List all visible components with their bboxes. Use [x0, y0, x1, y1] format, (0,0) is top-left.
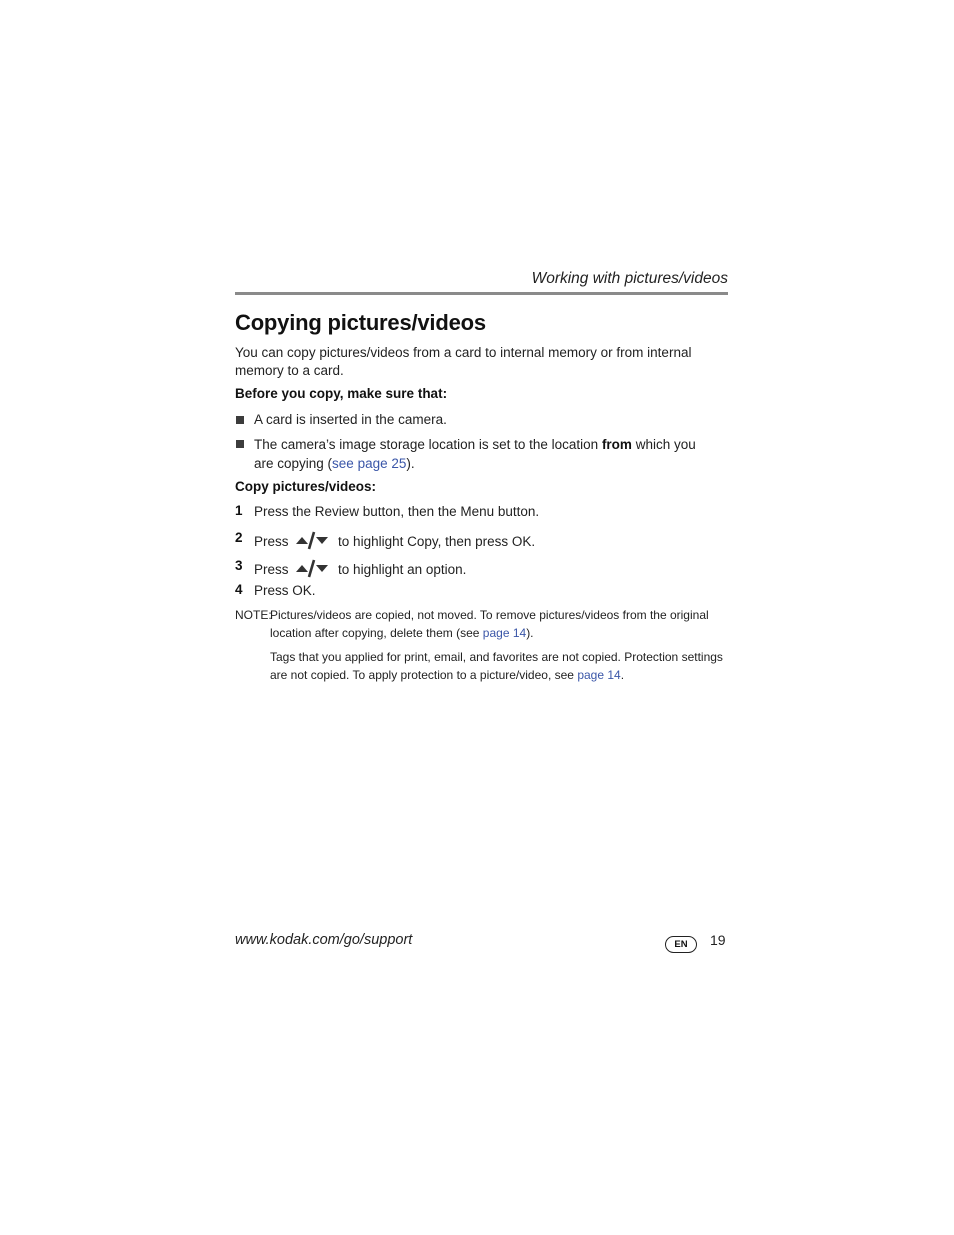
note-paragraph — [270, 606, 732, 642]
bullet-item — [254, 435, 716, 473]
page-14-link[interactable]: page 14 — [577, 668, 621, 682]
square-bullet-icon — [236, 416, 244, 424]
step-text-pre: Press — [254, 534, 289, 549]
step-text-pre: Press — [254, 562, 289, 577]
step-text — [254, 558, 466, 579]
step-number: 3 — [235, 558, 243, 573]
up-down-arrow-icon — [295, 558, 331, 578]
copy-heading: Copy pictures/videos: — [235, 479, 377, 494]
step-number: 4 — [235, 582, 243, 597]
step-text: Press the Review button, then the Menu button. — [254, 504, 540, 519]
note-label: NOTE: — [235, 608, 272, 622]
square-bullet-icon — [236, 440, 244, 448]
page-title: Copying pictures/videos — [235, 310, 486, 335]
bullet-text: The camera’s image storage location is set to the location — [254, 437, 602, 452]
note-text: . — [620, 668, 625, 682]
step-number: 1 — [235, 503, 243, 518]
bullet-text: which you are copying ( — [254, 437, 696, 471]
note-text: Pictures/videos are copied, not moved. To remove pictures/videos from the original location after copying, delete them (see — [270, 608, 709, 640]
step-text-post: to highlight Copy, then press OK. — [338, 534, 536, 549]
note-text: ). — [526, 626, 534, 640]
footer-support-url[interactable]: www.kodak.com/go/support — [235, 932, 413, 948]
up-down-arrow-icon — [295, 530, 331, 550]
before-heading: Before you copy, make sure that: — [235, 386, 448, 401]
bullet-item: A card is inserted in the camera. — [254, 412, 447, 427]
see-page-25-link[interactable]: see page 25 — [332, 456, 407, 471]
page-number: 19 — [710, 932, 726, 948]
note-paragraph — [270, 648, 732, 684]
page-14-link[interactable]: page 14 — [482, 626, 527, 640]
bullet-text: ). — [406, 456, 415, 471]
bullet-bold-text: from — [601, 437, 632, 452]
note-text: Tags that you applied for print, email, and favorites are not copied. Protection settings are not copied. To apply protection to a picture/video, see — [270, 650, 723, 682]
intro-paragraph: You can copy pictures/videos from a card to internal memory or from internal memory to a card. — [235, 345, 692, 378]
language-badge: EN — [665, 936, 697, 953]
step-number: 2 — [235, 530, 243, 545]
step-text — [254, 530, 535, 551]
step-text-post: to highlight an option. — [338, 562, 467, 577]
step-text: Press OK. — [254, 583, 316, 598]
header-section-title: Working with pictures/videos — [531, 270, 728, 287]
header-rule — [235, 292, 728, 295]
